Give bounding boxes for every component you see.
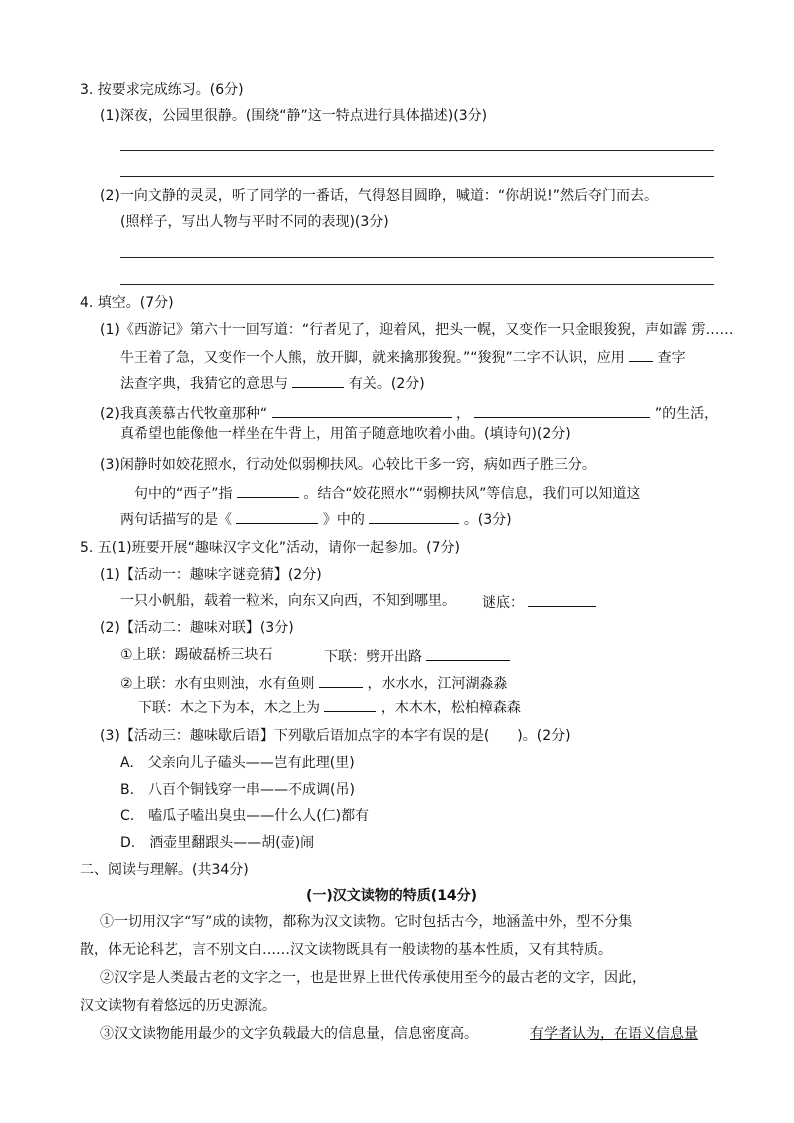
q5-riddle: 一只小帆船，载着一粒米，向东又向西，不知到哪里。 [120, 593, 456, 609]
q4-part1-line1: (1)《西游记》第六十一回写道：“行者见了，迎着风，把头一幌，又变作一只金眼狻猊，声如霹 雳…… [100, 322, 734, 338]
q3-part1: (1)深夜，公园里很静。(围绕“静”这一特点进行具体描述)(3分) [100, 108, 488, 124]
q5-riddle-answer [482, 591, 596, 613]
q5-header: 5. 五(1)班要开展“趣味汉字文化”活动，请你一起参加。(7分) [80, 540, 460, 556]
passage-title: (一)汉文读物的特质(14分) [306, 888, 478, 904]
text: 两句话描写的是《 [120, 512, 232, 528]
q4-part3-line1: (3)闲静时如姣花照水，行动处似弱柳扶风。心较比干多一窍，病如西子胜三分。 [100, 457, 596, 473]
text: 查字 [657, 350, 686, 366]
fill-blank[interactable] [236, 508, 318, 524]
fill-blank[interactable] [629, 346, 653, 362]
option-c[interactable]: C. 嗑瓜子嗑出臭虫——什么人(仁)都有 [120, 808, 370, 824]
text: 》中的 [322, 512, 365, 528]
answer-line[interactable] [120, 257, 714, 258]
text: 。结合“姣花照水”“弱柳扶风”等信息，我们可以知道这 [303, 486, 641, 502]
text: 下联：劈开出路 [324, 649, 422, 665]
text: 句中的“西子”指 [134, 486, 233, 502]
q4-part2-line2: 真希望也能像他一样坐在牛背上，用笛子随意地吹着小曲。(填诗句)(2分) [120, 426, 571, 442]
q4-part3-line2 [134, 482, 640, 504]
option-b[interactable]: B. 八百个铜钱穿一串——不成调(吊) [120, 782, 355, 798]
fill-blank[interactable] [426, 645, 510, 661]
q5-activity1: (1)【活动一：趣味字谜竞猜】(2分) [100, 567, 322, 583]
fill-blank[interactable] [474, 402, 650, 418]
part2-header: 二、阅读与理解。(共34分) [80, 862, 249, 878]
passage-para1-line1: ①一切用汉字“写”成的读物，都称为汉文读物。它时包括古今，地涵盖中外，型不分集 [100, 914, 633, 930]
passage-para2-line2: 汉文读物有着悠远的历史源流。 [80, 998, 276, 1014]
q4-part1-line2 [120, 346, 686, 368]
passage-para3-underlined: 有学者认为，在语义信息量 [530, 1026, 698, 1042]
q5-activity2: (2)【活动二：趣味对联】(3分) [100, 620, 294, 636]
text: ，木木木，松柏樟森森 [380, 700, 521, 716]
fill-blank[interactable] [369, 508, 459, 524]
q4-part1-line3 [120, 372, 425, 394]
text: 法查字典，我猜它的意思与 [120, 376, 288, 392]
answer-line[interactable] [120, 176, 714, 177]
q4-part3-line3 [120, 508, 512, 530]
passage-para3-line1: ③汉文读物能用最少的文字负载最大的信息量，信息密度高。 [100, 1026, 478, 1042]
answer-line[interactable] [120, 284, 714, 285]
q3-part2-line1: (2)一向文静的灵灵，听了同学的一番话，气得怒目圆睁，喊道：“你胡说!”然后夺门而去。 [100, 188, 658, 204]
fill-blank[interactable] [272, 402, 452, 418]
q4-part2-line1 [100, 402, 718, 424]
couplet2-upper [120, 672, 507, 694]
fill-blank[interactable] [319, 672, 363, 688]
q5-activity3: (3)【活动三：趣味歇后语】下列歇后语加点字的本字有误的是( )。(2分) [100, 728, 571, 744]
option-a[interactable]: A. 父亲向儿子磕头——岂有此理(里) [120, 755, 355, 771]
option-d[interactable]: D. 酒壶里翻跟头——胡(壶)闹 [120, 835, 315, 851]
text: ②上联：水有虫则浊，水有鱼则 [120, 676, 315, 692]
text: 下联：木之下为本，木之上为 [138, 700, 320, 716]
fill-blank[interactable] [324, 696, 376, 712]
q4-header: 4. 填空。(7分) [80, 295, 174, 311]
couplet1-upper: ①上联：踢破磊桥三块石 [120, 647, 273, 663]
answer-line[interactable] [120, 150, 714, 151]
fill-blank[interactable] [528, 591, 596, 607]
q3-header: 3. 按要求完成练习。(6分) [80, 82, 244, 98]
text: 谜底： [482, 595, 524, 611]
text: ”的生活， [654, 406, 719, 422]
text: ， [456, 406, 470, 422]
passage-para2-line1: ②汉字是人类最古老的文字之一，也是世界上世代传承使用至今的最古老的文字，因此， [100, 970, 646, 986]
text: (2)我真羡慕古代牧童那种“ [100, 406, 268, 422]
text: 牛王着了急，又变作一个人熊，放开脚，就来擒那狻猊。”“狻猊”二字不认识，应用 [120, 350, 625, 366]
fill-blank[interactable] [237, 482, 299, 498]
fill-blank[interactable] [292, 372, 344, 388]
couplet1-lower [324, 645, 510, 667]
text: 。(3分) [463, 512, 512, 528]
text: 有关。(2分) [348, 376, 425, 392]
couplet2-lower [138, 696, 521, 718]
passage-para1-line2: 散，体无论科艺，言不别文白……汉文读物既具有一般读物的基本性质，又有其特质。 [80, 942, 612, 958]
q3-part2-line2: (照样子，写出人物与平时不同的表现)(3分) [120, 214, 389, 230]
text: ，水水水，江河湖淼淼 [367, 676, 508, 692]
